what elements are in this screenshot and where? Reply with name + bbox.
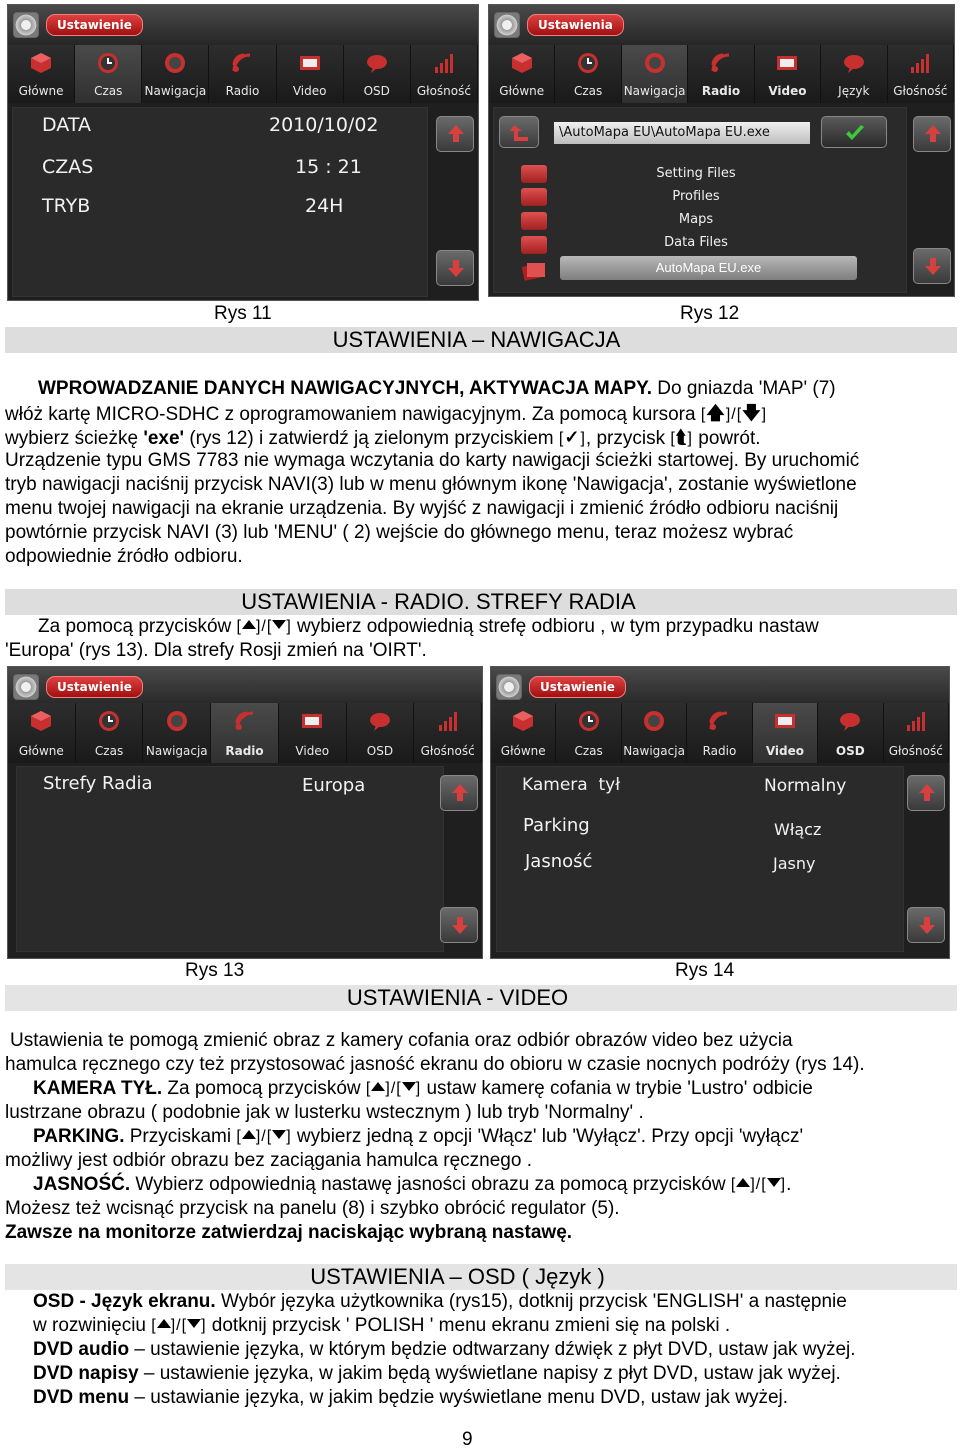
- scroll-down-button[interactable]: [440, 907, 478, 943]
- scroll-down-button[interactable]: [436, 250, 474, 286]
- gear-icon[interactable]: [13, 674, 39, 700]
- home-cube-icon: [511, 709, 535, 733]
- screen-title: Ustawienie: [529, 676, 626, 698]
- screenshot-rys11: [7, 4, 479, 301]
- film-icon: [775, 51, 799, 75]
- radio-signal-icon: [707, 709, 731, 733]
- compass-icon: [163, 51, 187, 75]
- screenshot-rys13: [7, 666, 483, 959]
- gear-icon[interactable]: [494, 12, 520, 38]
- tab-osd[interactable]: OSD: [818, 703, 883, 763]
- title-bar: [491, 667, 949, 707]
- row-value-kamera[interactable]: Normalny: [764, 776, 847, 796]
- screen-title: Ustawienie: [46, 14, 143, 36]
- tab-glosnosc[interactable]: Głośność: [411, 45, 478, 103]
- tab-osd[interactable]: OSD: [347, 703, 415, 763]
- nav-line-1: WPROWADZANIE DANYCH NAWIGACYJNYCH, AKTYWACJA MAPY. Do gniazda 'MAP' (7): [38, 378, 836, 399]
- up-down-keys-icon: [ ]/[ ]: [365, 1080, 422, 1097]
- clock-icon: [576, 51, 600, 75]
- row-label-tryb: TRYB: [42, 195, 91, 217]
- section-heading-osd: USTAWIENIA – OSD ( Język ): [5, 1264, 957, 1290]
- return-arrow-icon: [508, 121, 532, 145]
- scroll-down-button[interactable]: [907, 907, 945, 943]
- osd-line-2: w rozwinięciu [ ]/[ ] dotknij przycisk ' POLISH ' menu ekranu zmieni się na polski .: [33, 1315, 731, 1336]
- caption-rys11: Rys 11: [214, 303, 272, 324]
- row-value-czas[interactable]: 15 : 21: [295, 156, 362, 178]
- screen-title: Ustawienie: [46, 676, 143, 698]
- tab-video[interactable]: Video: [277, 45, 344, 103]
- green-check-icon: [843, 121, 867, 145]
- tab-bar: [8, 45, 478, 103]
- settings-panel: [496, 766, 904, 952]
- tab-glowne[interactable]: Główne: [489, 45, 555, 103]
- compass-icon: [165, 709, 189, 733]
- nav-bold-title: WPROWADZANIE DANYCH NAWIGACYJNYCH, AKTYWACJA MAPY.: [38, 378, 653, 399]
- volume-bars-icon: [908, 51, 932, 75]
- volume-bars-icon: [432, 51, 456, 75]
- scroll-up-button[interactable]: [913, 116, 951, 152]
- section-heading-video: USTAWIENIA - VIDEO: [5, 985, 957, 1011]
- row-value-parking[interactable]: Włącz: [774, 820, 822, 839]
- scroll-up-button[interactable]: [440, 775, 478, 811]
- screen-title: Ustawienia: [527, 14, 624, 36]
- tab-radio[interactable]: Radio: [687, 703, 752, 763]
- screenshot-rys12: [488, 4, 955, 297]
- settings-panel: [16, 766, 444, 952]
- tab-nawigacja[interactable]: Nawigacja: [622, 703, 687, 763]
- tab-radio[interactable]: Radio: [209, 45, 276, 103]
- folder-icon: [521, 212, 547, 230]
- video-line-6: możliwy jest odbiór obrazu bez zaciągania hamulca ręcznego .: [5, 1150, 532, 1171]
- gear-icon[interactable]: [13, 12, 39, 38]
- volume-bars-icon: [436, 709, 460, 733]
- caption-rys13: Rys 13: [185, 960, 245, 981]
- tab-glosnosc[interactable]: Głośność: [884, 703, 949, 763]
- video-line-1: Ustawienia te pomogą zmienić obraz z kamery cofania oraz odbiór obrazów video bez użycia: [10, 1030, 793, 1051]
- home-cube-icon: [510, 51, 534, 75]
- tab-radio[interactable]: Radio: [688, 45, 754, 103]
- clock-icon: [97, 709, 121, 733]
- scroll-up-button[interactable]: [907, 775, 945, 811]
- row-value-data[interactable]: 2010/10/02: [269, 114, 379, 136]
- row-value-tryb[interactable]: 24H: [305, 195, 344, 217]
- tab-nawigacja[interactable]: Nawigacja: [622, 45, 688, 103]
- return-key-icon: [⮬]: [670, 427, 693, 447]
- speech-bubble-icon: [838, 709, 862, 733]
- nav-line-2: włóż kartę MICRO-SDHC z oprogramowaniem nawigacyjnym. Za pomocą kursora [🡅]/[🡇]: [5, 403, 768, 425]
- title-bar: [8, 5, 478, 45]
- folder-icon: [521, 165, 547, 183]
- row-label-parking: Parking: [523, 815, 590, 836]
- video-line-8: Możesz też wcisnąć przycisk na panelu (8) i szybko obrócić regulator (5).: [5, 1198, 620, 1219]
- nav-line-3: wybierz ścieżkę 'exe' (rys 12) i zatwierdź ją zielonym przyciskiem [✓], przycisk [⮬] powrót.: [5, 427, 761, 449]
- home-cube-icon: [29, 51, 53, 75]
- up-down-keys-icon: [ ]/[ ]: [730, 1176, 787, 1193]
- tab-glowne[interactable]: Główne: [491, 703, 556, 763]
- video-line-7: JASNOŚĆ. Wybierz odpowiednią nastawę jasności obrazu za pomocą przycisków [ ]/[ ].: [33, 1174, 792, 1195]
- tab-glowne[interactable]: Główne: [8, 45, 75, 103]
- confirm-button[interactable]: [821, 116, 887, 148]
- radio-signal-icon: [233, 709, 257, 733]
- folder-icon: [521, 188, 547, 206]
- clock-icon: [96, 51, 120, 75]
- tab-nawigacja[interactable]: Nawigacja: [143, 703, 211, 763]
- compass-icon: [642, 709, 666, 733]
- nav-line-5: tryb nawigacji naciśnij przycisk NAVI(3) lub w menu głównym ikonę 'Nawigacja', zostanie wyświetlone: [5, 474, 857, 495]
- list-item[interactable]: Data Files: [664, 235, 728, 250]
- title-bar: [489, 5, 954, 45]
- radio-line-1: Za pomocą przycisków [ ]/[ ] wybierz odpowiednią strefę odbioru , w tym przypadku nastaw: [38, 616, 819, 637]
- list-item-selected[interactable]: AutoMapa EU.exe: [560, 256, 857, 280]
- row-label-czas: CZAS: [42, 156, 94, 178]
- tab-czas[interactable]: Czas: [76, 703, 144, 763]
- tab-czas[interactable]: Czas: [556, 703, 621, 763]
- osd-line-5: DVD menu – ustawianie języka, w jakim będzie wyświetlane menu DVD, ustaw jak wyżej.: [33, 1387, 789, 1408]
- row-label-data: DATA: [42, 114, 91, 136]
- up-down-keys-icon: [ ]/[ ]: [151, 1317, 207, 1334]
- osd-line-3: DVD audio – ustawienie języka, w którym będzie odtwarzany dźwięk z płyt DVD, ustaw jak wyżej.: [33, 1339, 856, 1360]
- tab-glosnosc[interactable]: Głośność: [888, 45, 954, 103]
- tab-jezyk[interactable]: Język: [821, 45, 887, 103]
- row-value-strefy[interactable]: Europa: [302, 775, 366, 796]
- tab-czas[interactable]: Czas: [75, 45, 142, 103]
- radio-signal-icon: [709, 51, 733, 75]
- home-cube-icon: [29, 709, 53, 733]
- back-button[interactable]: [499, 116, 539, 148]
- osd-line-1: OSD - Język ekranu. Wybór języka użytkownika (rys15), dotknij przycisk 'ENGLISH' a następnie: [33, 1291, 847, 1312]
- speech-bubble-icon: [365, 51, 389, 75]
- radio-line-2: 'Europa' (rys 13). Dla strefy Rosji zmień na 'OIRT'.: [5, 640, 427, 661]
- clock-icon: [577, 709, 601, 733]
- scroll-up-button[interactable]: [436, 116, 474, 152]
- nav-line-6: menu twojej nawigacji na ekranie urządzenia. By wyjść z nawigacji i zmienić źródło odbioru naciśnij: [5, 498, 839, 519]
- video-line-5: PARKING. Przyciskami [ ]/[ ] wybierz jedną z opcji 'Włącz' lub 'Wyłącz'. Przy opcji 'wyłącz': [33, 1126, 804, 1147]
- section-heading-radio: USTAWIENIA - RADIO. STREFY RADIA: [5, 589, 957, 615]
- list-item[interactable]: Setting Files: [656, 166, 736, 181]
- volume-bars-icon: [904, 709, 928, 733]
- compass-icon: [643, 51, 667, 75]
- tab-glosnosc[interactable]: Głośność: [414, 703, 482, 763]
- gear-icon[interactable]: [496, 674, 522, 700]
- tab-radio[interactable]: Radio: [211, 703, 279, 763]
- tab-bar: [8, 703, 482, 763]
- tab-bar: [491, 703, 949, 763]
- film-icon: [300, 709, 324, 733]
- tab-nawigacja[interactable]: Nawigacja: [142, 45, 209, 103]
- path-field: \AutoMapa EU\AutoMapa EU.exe: [554, 122, 810, 144]
- cursor-keys-icon: [🡅]/[🡇]: [700, 403, 768, 423]
- tab-video[interactable]: Video: [755, 45, 821, 103]
- section-heading-nawigacja: USTAWIENIA – NAWIGACJA: [5, 327, 957, 353]
- nav-line-8: odpowiednie źródło odbioru.: [5, 546, 243, 567]
- caption-rys12: Rys 12: [680, 303, 740, 324]
- settings-panel: [12, 107, 428, 297]
- row-label-kamera: Kamera tył: [522, 775, 621, 795]
- caption-rys14: Rys 14: [675, 960, 735, 981]
- folder-icon: [521, 236, 547, 254]
- tab-osd[interactable]: OSD: [344, 45, 411, 103]
- nav-line-7: powtórnie przycisk NAVI (3) lub 'MENU' ( 2) wejście do głównego menu, teraz możesz wybrać: [5, 522, 794, 543]
- row-label-strefy: Strefy Radia: [43, 773, 153, 794]
- tab-czas[interactable]: Czas: [555, 45, 621, 103]
- tab-video[interactable]: Video: [279, 703, 347, 763]
- speech-bubble-icon: [842, 51, 866, 75]
- tab-glowne[interactable]: Główne: [8, 703, 76, 763]
- speech-bubble-icon: [368, 709, 392, 733]
- tab-video[interactable]: Video: [753, 703, 818, 763]
- tab-bar: [489, 45, 954, 103]
- film-icon: [773, 709, 797, 733]
- radio-signal-icon: [230, 51, 254, 75]
- film-icon: [298, 51, 322, 75]
- video-line-3: KAMERA TYŁ. Za pomocą przycisków [ ]/[ ] ustaw kamerę cofania w trybie 'Lustro' odbicie: [33, 1078, 813, 1099]
- check-key-icon: [✓]: [558, 427, 586, 447]
- scroll-down-button[interactable]: [913, 248, 951, 284]
- screenshot-rys14: [490, 666, 950, 959]
- video-line-9: Zawsze na monitorze zatwierdzaj naciskając wybraną nastawę.: [5, 1222, 573, 1243]
- up-down-keys-icon: [ ]/[ ]: [236, 618, 292, 635]
- video-line-2: hamulca ręcznego czy też przystosować jasność ekranu do obioru w czasie nocnych podróży (rys 14).: [5, 1054, 865, 1075]
- list-item[interactable]: Profiles: [672, 189, 720, 204]
- up-down-keys-icon: [ ]/[ ]: [236, 1128, 292, 1145]
- title-bar: [8, 667, 482, 707]
- file-icon: [521, 261, 547, 281]
- list-item[interactable]: Maps: [678, 212, 714, 227]
- page-number: 9: [462, 1429, 473, 1450]
- row-label-jasnosc: Jasność: [525, 851, 593, 872]
- nav-line-4: Urządzenie typu GMS 7783 nie wymaga wczytania do karty nawigacji ścieżki startowej. By uruchomić: [5, 450, 860, 471]
- row-value-jasnosc[interactable]: Jasny: [773, 854, 816, 873]
- video-line-4: lustrzane obrazu ( podobnie jak w lusterku wstecznym ) lub tryb 'Normalny' .: [5, 1102, 644, 1123]
- osd-line-4: DVD napisy – ustawienie języka, w jakim będą wyświetlane napisy z płyt DVD, ustaw jak wyżej.: [33, 1363, 841, 1384]
